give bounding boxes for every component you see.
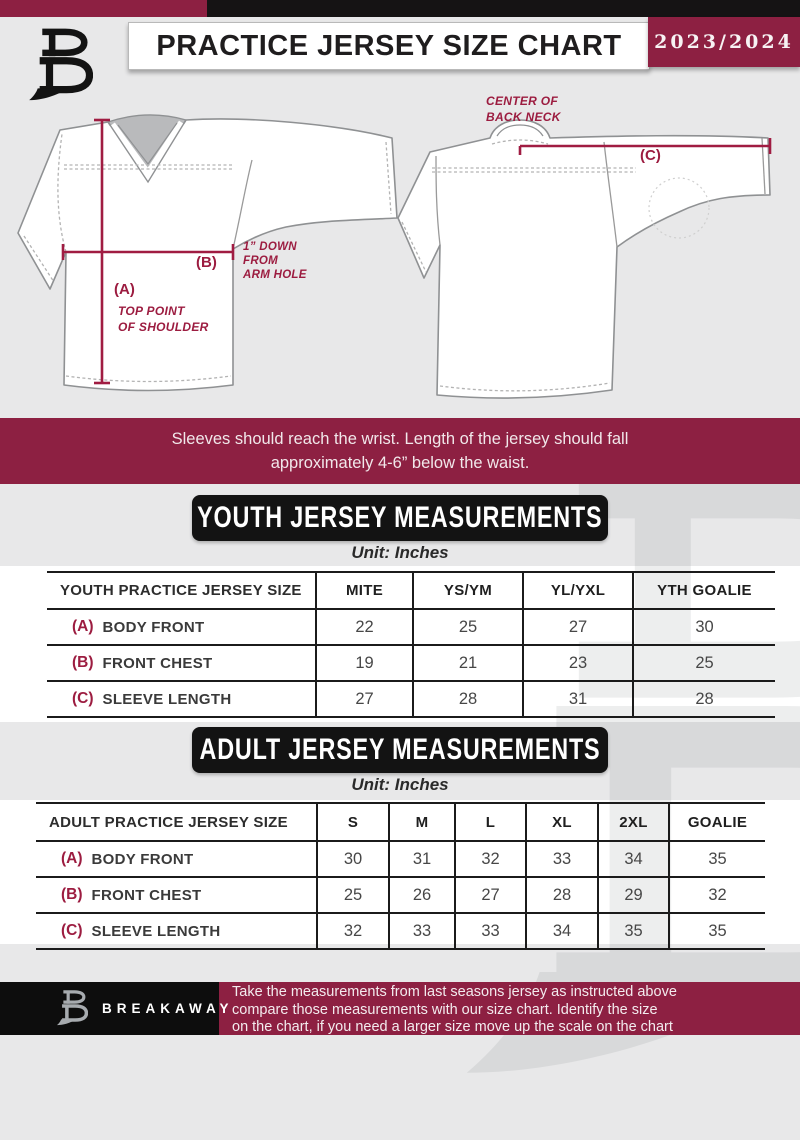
cell-value: 28: [412, 682, 522, 716]
fit-note-line2: approximately 4-6” below the waist.: [270, 454, 530, 472]
page-title: PRACTICE JERSEY SIZE CHART: [156, 29, 622, 62]
cell-value: 35: [668, 842, 765, 876]
season-label: 2023/2024: [654, 31, 794, 53]
cell-value: 34: [597, 842, 668, 876]
table-row: [47, 682, 775, 718]
measure-c-tag: (C): [640, 147, 661, 164]
cell-value: 27: [454, 878, 525, 912]
table-row: [36, 914, 765, 950]
cell-value: 28: [632, 682, 775, 716]
cell-value: 30: [632, 610, 775, 644]
cell-value: 32: [454, 842, 525, 876]
table-row: [47, 610, 775, 646]
row-label: (C) SLEEVE LENGTH: [72, 690, 232, 708]
youth-size-table: [47, 571, 775, 718]
adult-unit-label: Unit: Inches: [351, 775, 449, 794]
cell-value: 33: [454, 914, 525, 948]
cell-value: 30: [316, 842, 388, 876]
footer-instructions: Take the measurements from last seasons jersey as instructed above compare those measurements with our size chart. Identify the size on the chart, if you need a larger size move up the scale on the chart: [232, 984, 677, 1035]
adult-table-header-row: [36, 802, 765, 842]
adult-size-table: [36, 802, 765, 950]
adult-section-heading: ADULT JERSEY MEASUREMENTS: [192, 727, 608, 773]
column-header: YTH GOALIE: [632, 573, 775, 608]
column-header: XL: [525, 804, 597, 840]
column-header: M: [388, 804, 454, 840]
cell-value: 22: [315, 610, 412, 644]
column-header: YL/YXL: [522, 573, 632, 608]
row-label: (A) BODY FRONT: [61, 850, 194, 868]
row-label: (A) BODY FRONT: [72, 618, 205, 636]
cell-value: 35: [668, 914, 765, 948]
column-header: ADULT PRACTICE JERSEY SIZE: [49, 813, 288, 831]
measure-b-tag: (B): [196, 254, 217, 271]
cell-value: 32: [316, 914, 388, 948]
breakaway-logo-icon: [27, 26, 93, 108]
cell-value: 25: [412, 610, 522, 644]
back-neck-caption: CENTER OF BACK NECK: [486, 94, 561, 124]
row-label: (B) FRONT CHEST: [61, 886, 202, 904]
breakaway-logo-icon: [56, 989, 88, 1029]
fit-note-line1: Sleeves should reach the wrist. Length of the jersey should fall: [171, 430, 629, 448]
youth-unit-label: Unit: Inches: [351, 543, 449, 562]
cell-value: 32: [668, 878, 765, 912]
table-row: [36, 842, 765, 878]
cell-value: 25: [316, 878, 388, 912]
column-header: L: [454, 804, 525, 840]
cell-value: 28: [525, 878, 597, 912]
column-header: S: [316, 804, 388, 840]
fit-note-banner: [0, 418, 800, 484]
cell-value: 21: [412, 646, 522, 680]
season-badge: [648, 17, 800, 67]
brand-wordmark: BREAKAWAY: [102, 1001, 234, 1016]
cell-value: 27: [522, 610, 632, 644]
back-jersey-diagram: [396, 100, 796, 418]
youth-section-heading: YOUTH JERSEY MEASUREMENTS: [192, 495, 608, 541]
column-header: YS/YM: [412, 573, 522, 608]
cell-value: 33: [525, 842, 597, 876]
measure-a-caption: TOP POINT OF SHOULDER: [118, 304, 209, 334]
cell-value: 31: [388, 842, 454, 876]
cell-value: 33: [388, 914, 454, 948]
cell-value: 27: [315, 682, 412, 716]
column-header: MITE: [315, 573, 412, 608]
cell-value: 19: [315, 646, 412, 680]
cell-value: 34: [525, 914, 597, 948]
youth-table-header-row: [47, 571, 775, 610]
cell-value: 25: [632, 646, 775, 680]
table-row: [36, 878, 765, 914]
cell-value: 23: [522, 646, 632, 680]
top-strip-maroon: [0, 0, 207, 17]
cell-value: 31: [522, 682, 632, 716]
cell-value: 35: [597, 914, 668, 948]
top-strip-black: [207, 0, 800, 17]
cell-value: 26: [388, 878, 454, 912]
column-header: 2XL: [597, 804, 668, 840]
title-bar: [128, 22, 650, 70]
cell-value: 29: [597, 878, 668, 912]
measure-b-caption: 1” DOWN FROM ARM HOLE: [243, 241, 307, 281]
table-row: [47, 646, 775, 682]
row-label: (B) FRONT CHEST: [72, 654, 213, 672]
column-header: GOALIE: [668, 804, 765, 840]
measure-a-tag: (A): [114, 281, 135, 298]
column-header: YOUTH PRACTICE JERSEY SIZE: [60, 582, 302, 599]
row-label: (C) SLEEVE LENGTH: [61, 922, 221, 940]
